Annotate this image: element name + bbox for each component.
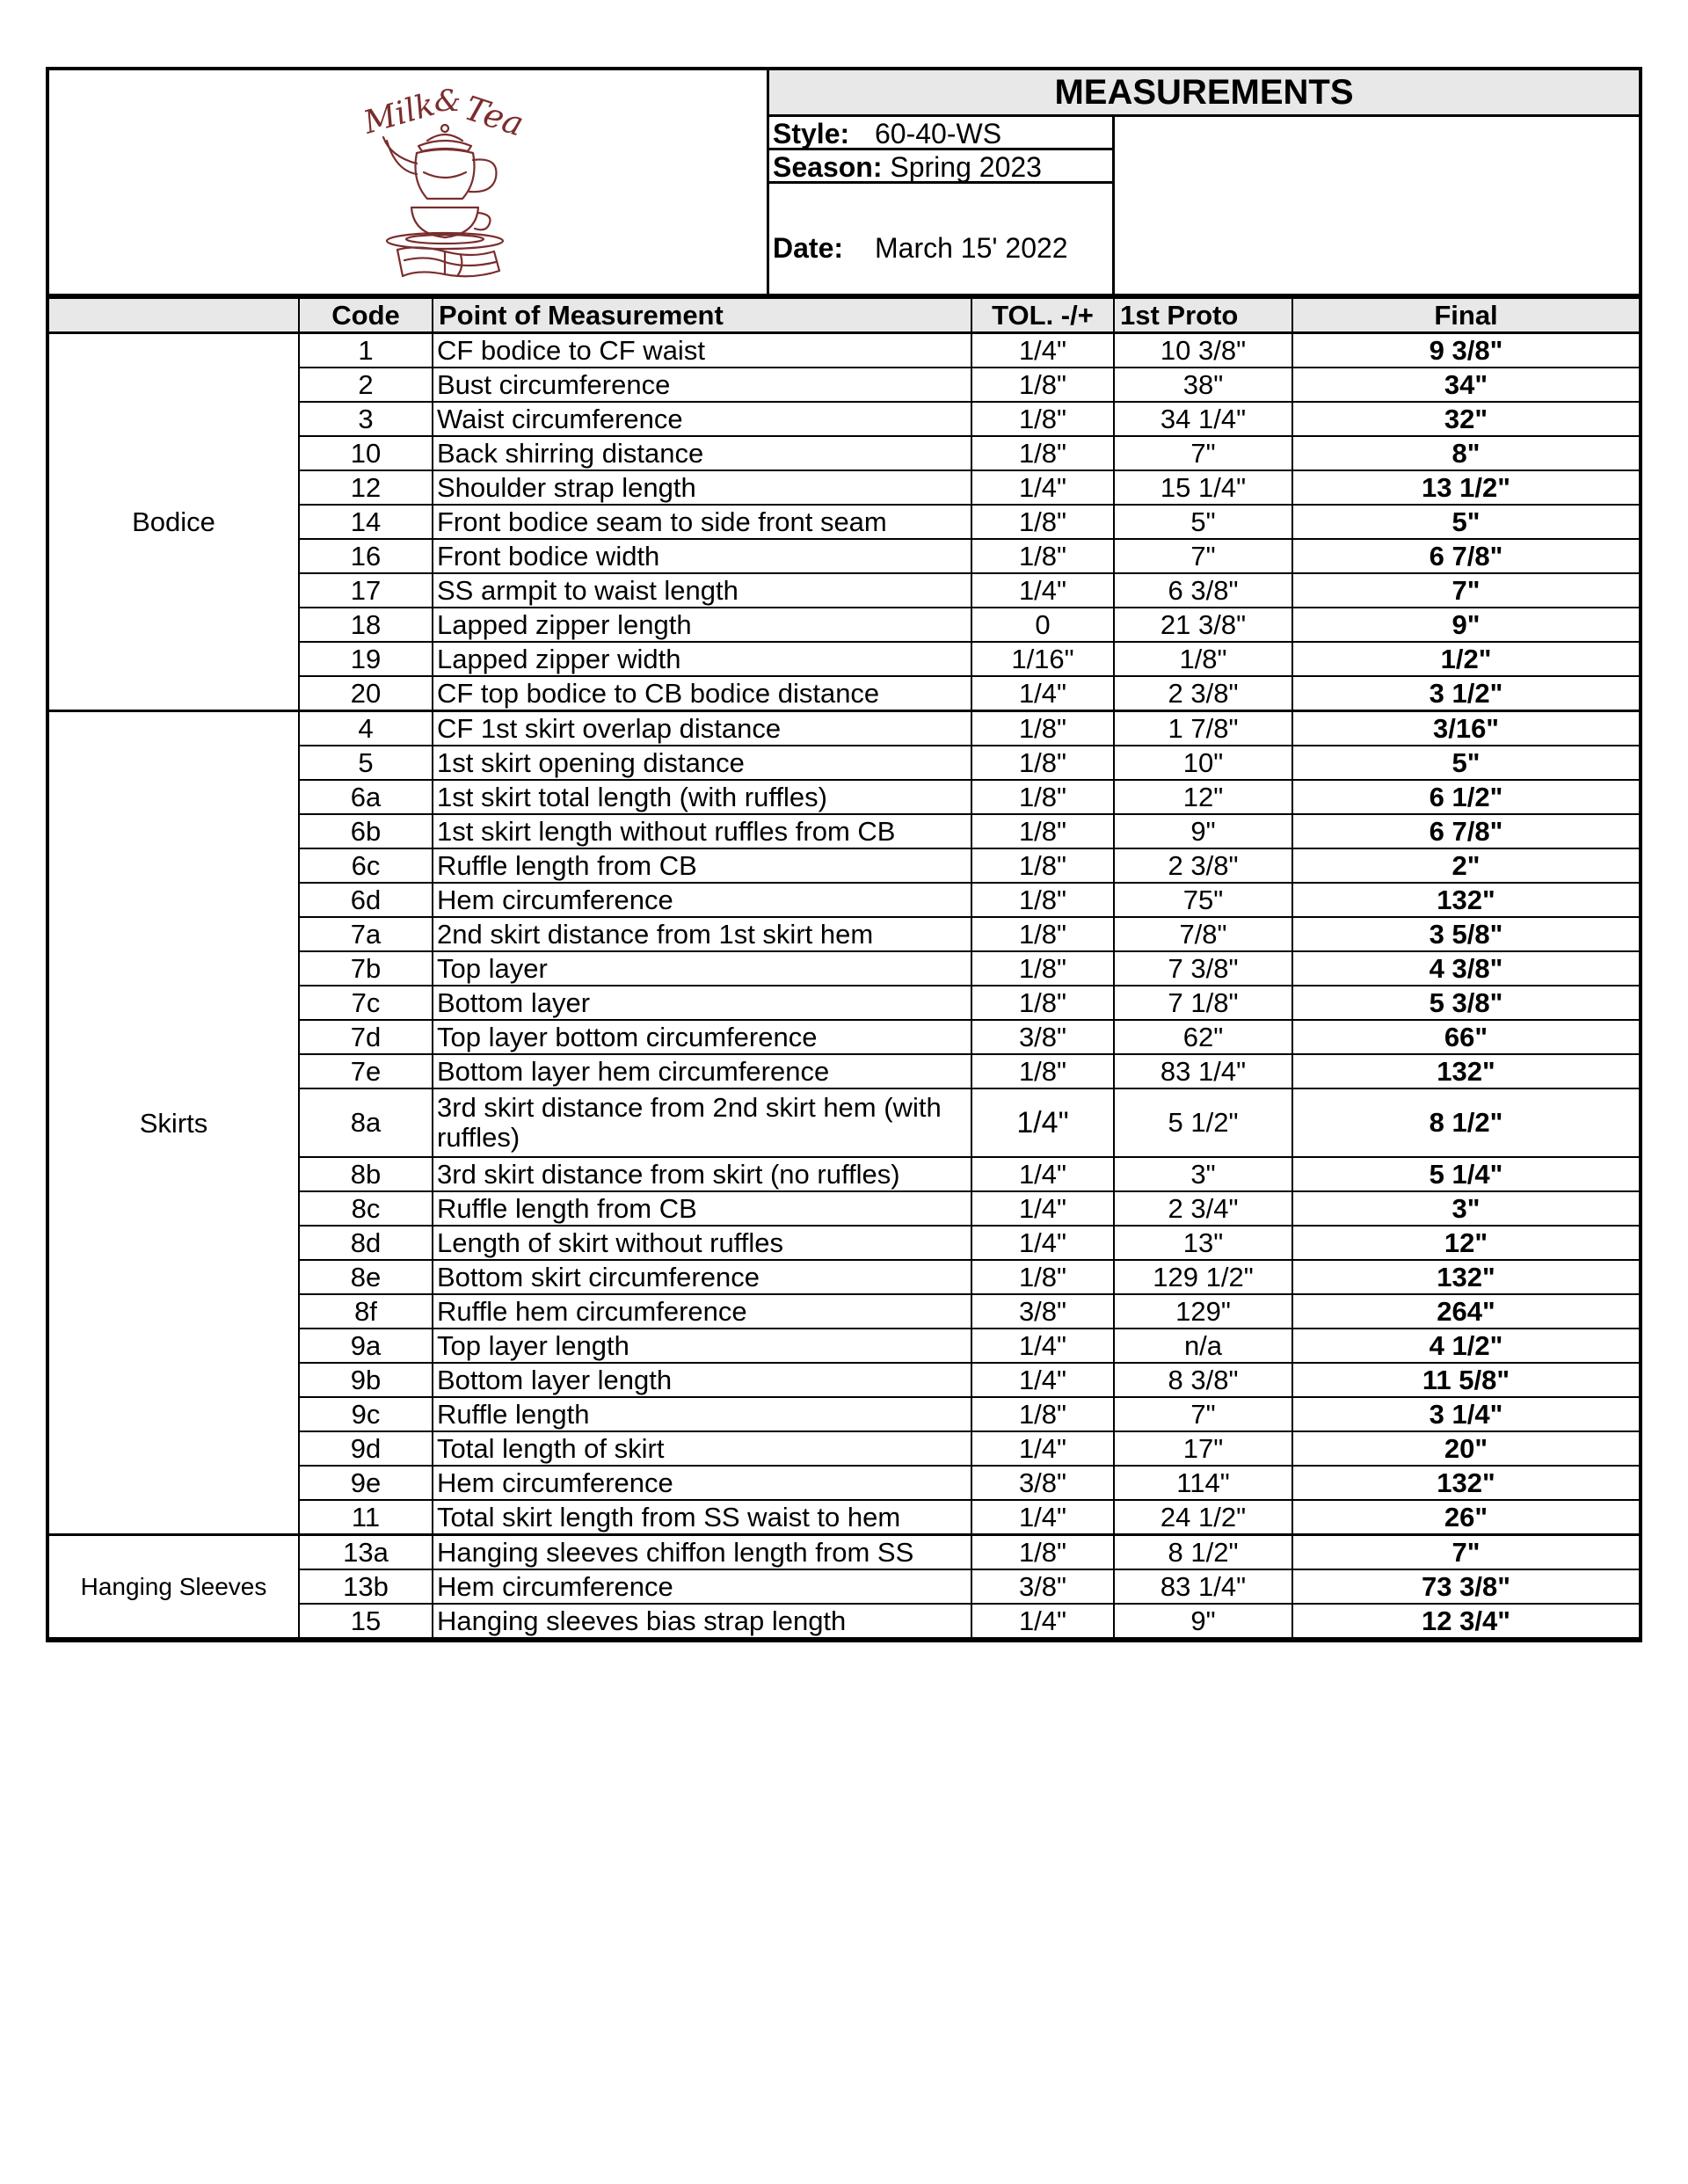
code-cell: 1 — [299, 333, 433, 368]
final-cell: 7" — [1292, 573, 1639, 608]
pom-cell: CF bodice to CF waist — [433, 333, 971, 368]
measurement-table — [49, 297, 1639, 1639]
pom-cell: Bust circumference — [433, 368, 971, 402]
final-cell: 9 3/8" — [1292, 333, 1639, 368]
proto-cell: 83 1/4" — [1114, 1569, 1292, 1604]
code-cell: 13b — [299, 1569, 433, 1604]
page-title: MEASUREMENTS — [769, 70, 1639, 117]
tolerance-cell: 1/8" — [971, 1260, 1114, 1294]
code-cell: 11 — [299, 1500, 433, 1535]
pom-cell: Top layer length — [433, 1329, 971, 1363]
final-column-header: Final — [1292, 298, 1639, 333]
code-cell: 20 — [299, 676, 433, 711]
pom-cell: Ruffle hem circumference — [433, 1294, 971, 1329]
proto-cell: 7/8" — [1114, 917, 1292, 951]
code-cell: 7e — [299, 1054, 433, 1088]
final-cell: 26" — [1292, 1500, 1639, 1535]
tolerance-cell: 1/8" — [971, 951, 1114, 986]
code-cell: 7d — [299, 1020, 433, 1054]
code-cell: 16 — [299, 539, 433, 573]
teapot-teacup-icon — [313, 76, 559, 288]
proto-cell: 2 3/8" — [1114, 676, 1292, 711]
pom-cell: Top layer — [433, 951, 971, 986]
final-cell: 12 3/4" — [1292, 1604, 1639, 1638]
pom-cell: SS armpit to waist length — [433, 573, 971, 608]
pom-cell: 1st skirt total length (with ruffles) — [433, 780, 971, 814]
tolerance-cell: 1/8" — [971, 402, 1114, 436]
tolerance-cell: 1/8" — [971, 711, 1114, 746]
season-value: Spring 2023 — [890, 151, 1042, 183]
tolerance-cell: 1/4" — [971, 1431, 1114, 1466]
proto-cell: 7" — [1114, 436, 1292, 470]
tolerance-cell: 1/8" — [971, 436, 1114, 470]
final-cell: 6 7/8" — [1292, 814, 1639, 848]
date-row — [769, 184, 1112, 294]
pom-cell: Front bodice width — [433, 539, 971, 573]
tolerance-cell: 0 — [971, 608, 1114, 642]
pom-cell: Hem circumference — [433, 1466, 971, 1500]
section-label: Hanging Sleeves — [49, 1535, 299, 1639]
code-cell: 7b — [299, 951, 433, 986]
final-cell: 13 1/2" — [1292, 470, 1639, 505]
tolerance-cell: 3/8" — [971, 1294, 1114, 1329]
pom-cell: Ruffle length from CB — [433, 1191, 971, 1226]
code-cell: 5 — [299, 746, 433, 780]
final-cell: 132" — [1292, 883, 1639, 917]
code-cell: 6d — [299, 883, 433, 917]
pom-cell: Shoulder strap length — [433, 470, 971, 505]
tolerance-cell: 1/4" — [971, 1088, 1114, 1157]
pom-cell: Waist circumference — [433, 402, 971, 436]
tolerance-cell: 1/4" — [971, 676, 1114, 711]
pom-cell: Hanging sleeves bias strap length — [433, 1604, 971, 1638]
code-cell: 9b — [299, 1363, 433, 1397]
pom-cell: Length of skirt without ruffles — [433, 1226, 971, 1260]
code-cell: 9d — [299, 1431, 433, 1466]
pom-cell: CF 1st skirt overlap distance — [433, 711, 971, 746]
final-cell: 7" — [1292, 1535, 1639, 1570]
pom-cell: 3rd skirt distance from skirt (no ruffles) — [433, 1157, 971, 1191]
code-cell: 4 — [299, 711, 433, 746]
final-cell: 9" — [1292, 608, 1639, 642]
final-cell: 132" — [1292, 1466, 1639, 1500]
final-cell: 6 7/8" — [1292, 539, 1639, 573]
final-cell: 3" — [1292, 1191, 1639, 1226]
pom-cell: Top layer bottom circumference — [433, 1020, 971, 1054]
proto-cell: 15 1/4" — [1114, 470, 1292, 505]
code-cell: 6c — [299, 848, 433, 883]
pom-cell: 1st skirt length without ruffles from CB — [433, 814, 971, 848]
proto-cell: 114" — [1114, 1466, 1292, 1500]
pom-cell: Bottom layer — [433, 986, 971, 1020]
tolerance-column-header: TOL. -/+ — [971, 298, 1114, 333]
table-row — [49, 711, 1639, 746]
tolerance-cell: 1/8" — [971, 883, 1114, 917]
tolerance-cell: 1/4" — [971, 1363, 1114, 1397]
code-cell: 17 — [299, 573, 433, 608]
final-cell: 264" — [1292, 1294, 1639, 1329]
tolerance-cell: 1/8" — [971, 505, 1114, 539]
code-cell: 18 — [299, 608, 433, 642]
proto-cell: 8 1/2" — [1114, 1535, 1292, 1570]
final-cell: 4 1/2" — [1292, 1329, 1639, 1363]
code-column-header: Code — [299, 298, 433, 333]
tolerance-cell: 1/16" — [971, 642, 1114, 676]
proto-cell: 21 3/8" — [1114, 608, 1292, 642]
sheet-header — [49, 70, 1639, 297]
tolerance-cell: 1/4" — [971, 1157, 1114, 1191]
proto-cell: 2 3/8" — [1114, 848, 1292, 883]
tolerance-cell: 1/4" — [971, 573, 1114, 608]
pom-cell: Bottom layer hem circumference — [433, 1054, 971, 1088]
measurement-sheet — [46, 67, 1642, 1642]
final-cell: 132" — [1292, 1054, 1639, 1088]
table-row — [49, 333, 1639, 368]
proto-cell: 6 3/8" — [1114, 573, 1292, 608]
code-cell: 2 — [299, 368, 433, 402]
pom-cell: Total skirt length from SS waist to hem — [433, 1500, 971, 1535]
pom-cell: Back shirring distance — [433, 436, 971, 470]
pom-cell: 1st skirt opening distance — [433, 746, 971, 780]
final-cell: 5 3/8" — [1292, 986, 1639, 1020]
proto-cell: 34 1/4" — [1114, 402, 1292, 436]
tolerance-cell: 3/8" — [971, 1466, 1114, 1500]
pom-cell: CF top bodice to CB bodice distance — [433, 676, 971, 711]
code-cell: 9c — [299, 1397, 433, 1431]
tolerance-cell: 1/8" — [971, 917, 1114, 951]
code-cell: 8b — [299, 1157, 433, 1191]
final-cell: 3/16" — [1292, 711, 1639, 746]
pom-cell: Front bodice seam to side front seam — [433, 505, 971, 539]
code-cell: 6a — [299, 780, 433, 814]
svg-text:&: & — [434, 84, 462, 119]
tolerance-cell: 1/4" — [971, 470, 1114, 505]
svg-text:Tea: Tea — [460, 88, 529, 144]
pom-cell: Ruffle length from CB — [433, 848, 971, 883]
final-cell: 12" — [1292, 1226, 1639, 1260]
svg-text:Milk: Milk — [360, 86, 440, 142]
proto-cell: 7" — [1114, 1397, 1292, 1431]
tolerance-cell: 1/4" — [971, 1604, 1114, 1638]
pom-cell: Total length of skirt — [433, 1431, 971, 1466]
final-cell: 11 5/8" — [1292, 1363, 1639, 1397]
pom-column-header: Point of Measurement — [433, 298, 971, 333]
header-blank-cell — [1115, 117, 1639, 294]
code-cell: 15 — [299, 1604, 433, 1638]
final-cell: 6 1/2" — [1292, 780, 1639, 814]
code-cell: 6b — [299, 814, 433, 848]
code-cell: 8a — [299, 1088, 433, 1157]
pom-cell: 3rd skirt distance from 2nd skirt hem (with ruffles) — [433, 1088, 971, 1157]
pom-cell: Bottom skirt circumference — [433, 1260, 971, 1294]
final-cell: 5" — [1292, 505, 1639, 539]
proto-cell: 10" — [1114, 746, 1292, 780]
section-label: Bodice — [49, 333, 299, 711]
final-cell: 5" — [1292, 746, 1639, 780]
proto-column-header: 1st Proto — [1114, 298, 1292, 333]
header-info-body — [769, 117, 1639, 294]
table-row — [49, 1535, 1639, 1570]
tolerance-cell: 1/8" — [971, 848, 1114, 883]
table-header-row — [49, 298, 1639, 333]
final-cell: 3 5/8" — [1292, 917, 1639, 951]
pom-cell: Hanging sleeves chiffon length from SS — [433, 1535, 971, 1570]
proto-cell: 75" — [1114, 883, 1292, 917]
season-label: Season: — [773, 151, 883, 183]
season-row — [769, 150, 1112, 184]
style-row — [769, 117, 1112, 150]
proto-cell: n/a — [1114, 1329, 1292, 1363]
tolerance-cell: 1/8" — [971, 986, 1114, 1020]
code-cell: 7a — [299, 917, 433, 951]
proto-cell: 9" — [1114, 1604, 1292, 1638]
tolerance-cell: 1/8" — [971, 780, 1114, 814]
tolerance-cell: 1/4" — [971, 1191, 1114, 1226]
proto-cell: 13" — [1114, 1226, 1292, 1260]
tolerance-cell: 1/4" — [971, 333, 1114, 368]
section-column-header — [49, 298, 299, 333]
final-cell: 2" — [1292, 848, 1639, 883]
code-cell: 3 — [299, 402, 433, 436]
proto-cell: 8 3/8" — [1114, 1363, 1292, 1397]
tolerance-cell: 1/8" — [971, 368, 1114, 402]
proto-cell: 17" — [1114, 1431, 1292, 1466]
code-cell: 8c — [299, 1191, 433, 1226]
code-cell: 8f — [299, 1294, 433, 1329]
proto-cell: 62" — [1114, 1020, 1292, 1054]
tolerance-cell: 1/8" — [971, 1054, 1114, 1088]
tolerance-cell: 1/4" — [971, 1329, 1114, 1363]
pom-cell: Bottom layer length — [433, 1363, 971, 1397]
tolerance-cell: 1/8" — [971, 746, 1114, 780]
pom-cell: Ruffle length — [433, 1397, 971, 1431]
style-label: Style: — [773, 118, 850, 149]
proto-cell: 2 3/4" — [1114, 1191, 1292, 1226]
code-cell: 8e — [299, 1260, 433, 1294]
tolerance-cell: 3/8" — [971, 1020, 1114, 1054]
pom-cell: Lapped zipper width — [433, 642, 971, 676]
proto-cell: 83 1/4" — [1114, 1054, 1292, 1088]
pom-cell: 2nd skirt distance from 1st skirt hem — [433, 917, 971, 951]
pom-cell: Lapped zipper length — [433, 608, 971, 642]
tolerance-cell: 1/8" — [971, 1535, 1114, 1570]
code-cell: 19 — [299, 642, 433, 676]
code-cell: 10 — [299, 436, 433, 470]
proto-cell: 38" — [1114, 368, 1292, 402]
proto-cell: 129" — [1114, 1294, 1292, 1329]
final-cell: 66" — [1292, 1020, 1639, 1054]
proto-cell: 5 1/2" — [1114, 1088, 1292, 1157]
proto-cell: 129 1/2" — [1114, 1260, 1292, 1294]
proto-cell: 7" — [1114, 539, 1292, 573]
style-value: 60-40-WS — [875, 118, 1002, 149]
proto-cell: 9" — [1114, 814, 1292, 848]
final-cell: 73 3/8" — [1292, 1569, 1639, 1604]
proto-cell: 24 1/2" — [1114, 1500, 1292, 1535]
date-label: Date: — [773, 232, 844, 264]
final-cell: 3 1/4" — [1292, 1397, 1639, 1431]
code-cell: 9e — [299, 1466, 433, 1500]
table-body — [49, 333, 1639, 1639]
final-cell: 8 1/2" — [1292, 1088, 1639, 1157]
final-cell: 20" — [1292, 1431, 1639, 1466]
section-label: Skirts — [49, 711, 299, 1535]
final-cell: 32" — [1292, 402, 1639, 436]
tolerance-cell: 3/8" — [971, 1569, 1114, 1604]
proto-cell: 3" — [1114, 1157, 1292, 1191]
proto-cell: 5" — [1114, 505, 1292, 539]
code-cell: 14 — [299, 505, 433, 539]
tolerance-cell: 1/4" — [971, 1226, 1114, 1260]
code-cell: 9a — [299, 1329, 433, 1363]
pom-cell: Hem circumference — [433, 1569, 971, 1604]
tolerance-cell: 1/8" — [971, 814, 1114, 848]
proto-cell: 7 3/8" — [1114, 951, 1292, 986]
final-cell: 4 3/8" — [1292, 951, 1639, 986]
final-cell: 8" — [1292, 436, 1639, 470]
proto-cell: 10 3/8" — [1114, 333, 1292, 368]
header-info — [769, 70, 1639, 294]
final-cell: 34" — [1292, 368, 1639, 402]
date-value: March 15' 2022 — [875, 232, 1068, 264]
final-cell: 1/2" — [1292, 642, 1639, 676]
proto-cell: 1 7/8" — [1114, 711, 1292, 746]
code-cell: 7c — [299, 986, 433, 1020]
proto-cell: 7 1/8" — [1114, 986, 1292, 1020]
final-cell: 5 1/4" — [1292, 1157, 1639, 1191]
tolerance-cell: 1/8" — [971, 539, 1114, 573]
proto-cell: 1/8" — [1114, 642, 1292, 676]
header-fields — [769, 117, 1115, 294]
code-cell: 13a — [299, 1535, 433, 1570]
final-cell: 132" — [1292, 1260, 1639, 1294]
pom-cell: Hem circumference — [433, 883, 971, 917]
code-cell: 12 — [299, 470, 433, 505]
logo-cell — [49, 70, 769, 294]
tolerance-cell: 1/4" — [971, 1500, 1114, 1535]
proto-cell: 12" — [1114, 780, 1292, 814]
tolerance-cell: 1/8" — [971, 1397, 1114, 1431]
code-cell: 8d — [299, 1226, 433, 1260]
final-cell: 3 1/2" — [1292, 676, 1639, 711]
